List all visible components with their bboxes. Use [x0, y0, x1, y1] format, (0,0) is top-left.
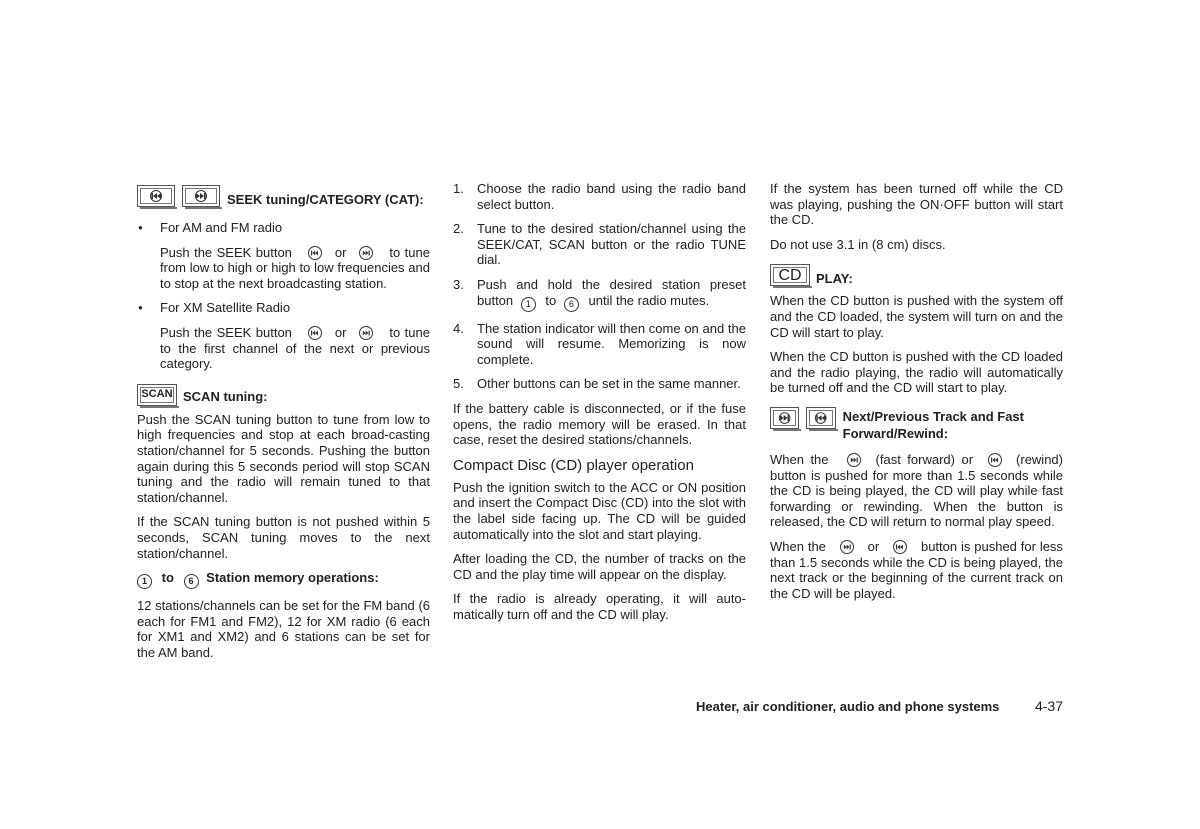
play-heading-row: [770, 264, 1063, 286]
memory-paragraph: 12 stations/channels can be set for the FM band (6 each for FM1 and FM2), 12 for XM radio (6 each for XM1 and XM2) and 6 stations can be set for the AM band.: [137, 598, 430, 660]
seek-forward-icon: [359, 246, 373, 260]
preset-steps-list: [453, 181, 746, 392]
seek-back-icon: [988, 453, 1002, 467]
column-3: [770, 181, 1063, 610]
am-fm-paragraph: [137, 245, 430, 292]
seek-back-button-icon: [137, 185, 175, 207]
scan-paragraph-1: Push the SCAN tuning button to tune from low to high frequencies and stop at each broad-casting station/channel for 5 seconds. Pushing the button again during this 5 seconds period will stop SCAN tuning and the radio will remain tuned to that station/channel.: [137, 411, 430, 505]
bullet-xm: ● For XM Satellite Radio: [137, 300, 430, 316]
cd-button-icon: CD: [770, 264, 810, 286]
cd-paragraph-3: If the radio is already operating, it will auto-matically turn off and the CD will play.: [453, 591, 746, 622]
track-forward-button-icon: [770, 407, 799, 429]
preset-1-icon: 1: [521, 297, 536, 312]
am-fm-text-a: Push the SEEK button: [160, 244, 292, 260]
bullet-am-fm: ● For AM and FM radio: [137, 220, 430, 236]
seek-heading-row: [137, 181, 430, 208]
am-fm-text-b: to tune from low to high or high to low frequencies and to stop at the next broadcasting station.: [160, 244, 430, 291]
memory-to: to: [161, 570, 174, 586]
play-heading: PLAY:: [816, 270, 853, 286]
power-paragraph: If the system has been turned off while the CD was playing, pushing the ON·OFF button will start the CD.: [770, 181, 1063, 228]
list-item: 1. Choose the radio band using the radio band select button.: [453, 181, 746, 212]
track-back-button-icon: [806, 407, 835, 429]
xm-text-b: to tune to the first channel of the next or previous category.: [160, 324, 430, 372]
cd-paragraph-1: Push the ignition switch to the ACC or ON position and insert the Compact Disc (CD) into the slot with the label side facing up. The CD will be guided automatically into the slot and start playing.: [453, 479, 746, 542]
disc-size-paragraph: Do not use 3.1 in (8 cm) discs.: [770, 236, 946, 252]
track-heading: Next/Previous Track and Fast Forward/Rewind:: [842, 408, 1024, 441]
list-item: 4. The station indicator will then come on and the sound will resume. Memorizing is now complete.: [453, 320, 746, 367]
cd-paragraph-2: After loading the CD, the number of tracks on the CD and the play time will appear on the display.: [453, 551, 746, 582]
list-item: 5. Other buttons can be set in the same manner.: [453, 376, 741, 392]
am-fm-or: or: [334, 244, 347, 260]
xm-or: or: [334, 324, 347, 340]
memory-heading: [137, 570, 430, 589]
play-paragraph-2: When the CD button is pushed with the CD loaded and the radio playing, the radio will automatically be turned off and the CD will start to play.: [770, 349, 1063, 396]
seek-back-icon: [893, 540, 907, 554]
seek-back-icon: [308, 246, 322, 260]
seek-forward-icon: [847, 453, 861, 467]
scan-heading-row: [137, 384, 430, 406]
fast-forward-paragraph: When the (fast forward) or (rewind) button is pushed for more than 1.5 seconds while the CD is being played, the CD will play while fast forwarding or rewinding. When the button is released, the CD will return to normal play speed.: [770, 451, 1063, 530]
xm-paragraph: [137, 325, 430, 372]
seek-back-icon: [308, 326, 322, 340]
list-item: 3. Push and hold the desired station preset button 1 to 6 until the radio mutes.: [453, 277, 746, 312]
seek-forward-icon: [840, 540, 854, 554]
preset-1-icon: 1: [137, 574, 152, 589]
play-paragraph-1: When the CD button is pushed with the system off and the CD loaded, the system will turn on and the CD will start to play.: [770, 293, 1063, 340]
memory-heading-text: Station memory operations:: [206, 570, 379, 586]
scan-button-icon: SCAN: [137, 384, 177, 406]
page-footer: [696, 699, 1063, 715]
cd-section-heading: Compact Disc (CD) player operation: [453, 456, 694, 474]
battery-paragraph: If the battery cable is disconnected, or if the fuse opens, the radio memory will be erased. In that case, reset the desired stations/channels.: [453, 400, 746, 448]
seek-heading: SEEK tuning/CATEGORY (CAT):: [227, 192, 424, 207]
xm-text-a: Push the SEEK button: [160, 324, 292, 340]
seek-forward-icon: [359, 326, 373, 340]
list-item: 2. Tune to the desired station/channel using the SEEK/CAT, SCAN button or the radio TUNE dial.: [453, 221, 746, 268]
footer-section-title: Heater, air conditioner, audio and phone systems: [696, 699, 1000, 714]
track-heading-row: [770, 407, 1063, 442]
column-1: [137, 181, 430, 669]
column-2: [453, 181, 746, 631]
seek-forward-button-icon: [182, 185, 220, 207]
preset-6-icon: 6: [184, 574, 199, 589]
next-track-paragraph: When the or button is pushed for less than 1.5 seconds while the CD is being played, the next track or the beginning of the current track on the CD will be played.: [770, 538, 1063, 601]
scan-heading: SCAN tuning:: [183, 389, 268, 405]
preset-6-icon: 6: [564, 297, 579, 312]
scan-paragraph-2: If the SCAN tuning button is not pushed within 5 seconds, SCAN tuning moves to the next station/channel.: [137, 514, 430, 561]
page-number: 4-37: [1034, 698, 1063, 714]
